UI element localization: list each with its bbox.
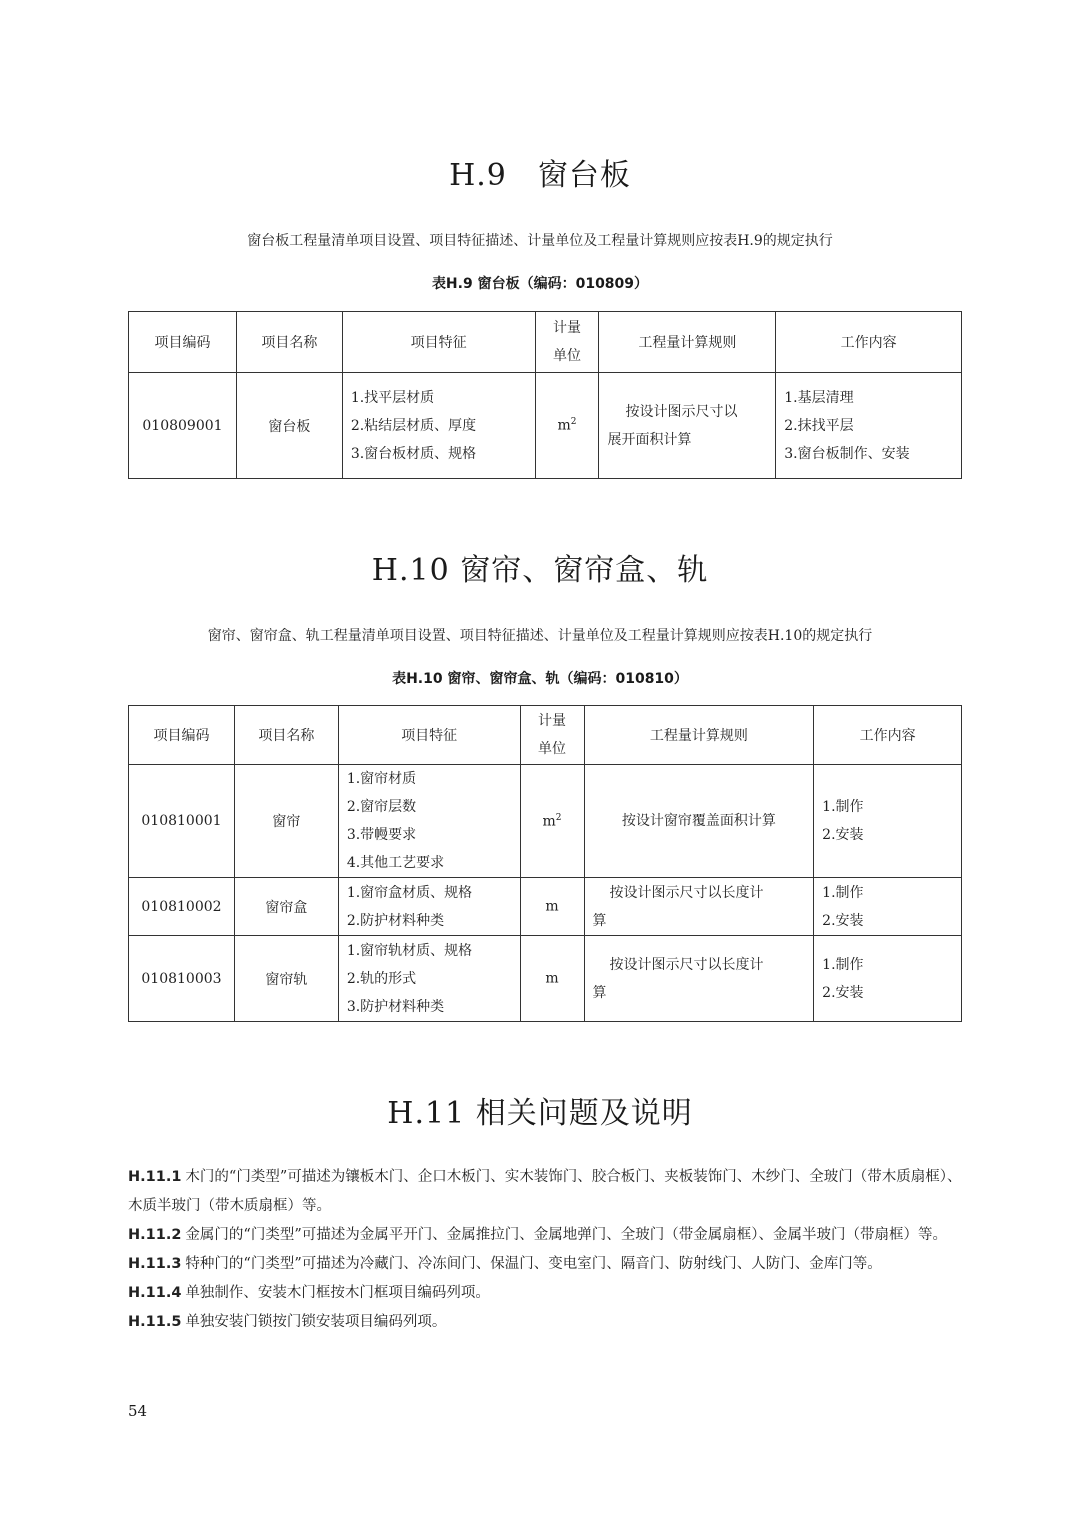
note-text: 特种门的“门类型”可描述为冷藏门、冷冻间门、保温门、变电室门、隔音门、防射线门、人防门、金库门等。 <box>185 1256 882 1272</box>
work-line: 2.安装 <box>822 912 864 929</box>
header-cell: 工作内容 <box>814 706 962 765</box>
feature-line: 3.带幔要求 <box>346 827 417 843</box>
item-unit: m <box>520 878 584 936</box>
note-text: 单独制作、安装木门框按木门框项目编码列项。 <box>185 1285 490 1301</box>
feature-line: 1.窗帘轨材质、规格 <box>346 942 473 959</box>
item-work <box>776 373 962 479</box>
note-number: H.11.5 <box>128 1314 182 1330</box>
item-rule <box>599 373 776 479</box>
header-cell: 计量 单位 <box>520 706 584 765</box>
feature-line: 1.窗帘盒材质、规格 <box>346 884 473 901</box>
note-number: H.11.2 <box>128 1227 182 1243</box>
work-line: 1.制作 <box>822 956 864 973</box>
feature-line: 2.防护材料种类 <box>346 912 445 929</box>
note-text: 金属门的“门类型”可描述为金属平开门、金属推拉门、金属地弹门、全玻门（带金属扇框）、金属半玻门（带扇框）等。 <box>185 1227 947 1243</box>
table-row <box>129 878 962 936</box>
feature-line: 4.其他工艺要求 <box>346 855 445 871</box>
item-work <box>814 878 962 936</box>
header-cell: 项目特征 <box>338 706 520 765</box>
feature-line: 2.粘结层材质、厚度 <box>350 417 477 434</box>
section-title-h9: H.9 窗台板 <box>449 158 631 193</box>
item-rule <box>584 765 814 878</box>
section-title-h10: H.10 窗帘、窗帘盒、轨 <box>371 553 709 588</box>
feature-line: 1.窗帘材质 <box>346 771 417 787</box>
notes-list <box>128 1163 964 1337</box>
header-cell: 项目编码 <box>129 706 235 765</box>
feature-line: 3.防护材料种类 <box>346 998 445 1015</box>
item-rule <box>584 936 814 1022</box>
page-number: 54 <box>128 1402 148 1420</box>
header-cell: 项目名称 <box>234 706 338 765</box>
work-line: 2.安装 <box>822 984 864 1001</box>
rule-line: 展开面积计算 <box>607 431 692 448</box>
rule-line: 按设计窗帘覆盖面积计算 <box>621 813 776 829</box>
item-name: 窗帘盒 <box>234 878 338 936</box>
section-intro-h9: 窗台板工程量清单项目设置、项目特征描述、计量单位及工程量计算规则应按表H.9的规定执行 <box>247 233 833 249</box>
section-intro-h10: 窗帘、窗帘盒、轨工程量清单项目设置、项目特征描述、计量单位及工程量计算规则应按表H.10的规定执行 <box>207 628 873 644</box>
item-code: 010810002 <box>129 878 235 936</box>
item-work <box>814 765 962 878</box>
rule-line: 按设计图示尺寸以长度计 <box>609 956 764 973</box>
feature-line: 3.窗台板材质、规格 <box>350 445 477 462</box>
item-name: 窗台板 <box>236 373 342 479</box>
item-features <box>338 878 520 936</box>
header-cell: 工程量计算规则 <box>599 312 776 373</box>
work-line: 1.制作 <box>822 799 864 815</box>
note-text: 单独安装门锁按门锁安装项目编码列项。 <box>185 1314 447 1330</box>
item-features <box>338 936 520 1022</box>
table-h10 <box>128 705 962 1022</box>
item-features <box>338 765 520 878</box>
header-cell: 项目名称 <box>236 312 342 373</box>
feature-line: 1.找平层材质 <box>350 389 435 406</box>
item-unit: $m^2$ <box>520 765 584 878</box>
work-line: 1.基层清理 <box>784 389 854 406</box>
item-code: 010809001 <box>129 373 237 479</box>
note-text: 木门的“门类型”可描述为镶板木门、企口木板门、实木装饰门、胶合板门、夹板装饰门、木纱门、全玻门（带木质扇框）、木质半玻门（带木质扇框）等。 <box>128 1169 962 1214</box>
table-row <box>129 936 962 1022</box>
header-cell: 项目编码 <box>129 312 237 373</box>
rule-line: 算 <box>592 912 607 929</box>
table-header-row <box>129 312 962 373</box>
table-caption-h10: 表H.10 窗帘、窗帘盒、轨（编码：010810） <box>392 671 688 687</box>
header-cell: 工程量计算规则 <box>584 706 814 765</box>
table-h9 <box>128 311 962 479</box>
note-number: H.11.1 <box>128 1169 182 1185</box>
note-item <box>128 1279 964 1308</box>
header-cell: 项目特征 <box>342 312 535 373</box>
note-item <box>128 1250 964 1279</box>
item-rule <box>584 878 814 936</box>
note-number: H.11.4 <box>128 1285 182 1301</box>
work-line: 1.制作 <box>822 884 864 901</box>
table-caption-h9: 表H.9 窗台板（编码：010809） <box>431 276 649 292</box>
work-line: 2.安装 <box>822 827 864 843</box>
feature-line: 2.窗帘层数 <box>346 799 417 815</box>
feature-line: 2.轨的形式 <box>346 970 417 987</box>
item-name: 窗帘轨 <box>234 936 338 1022</box>
table-row <box>129 373 962 479</box>
header-cell: 工作内容 <box>776 312 962 373</box>
item-name: 窗帘 <box>234 765 338 878</box>
note-item <box>128 1221 964 1250</box>
table-row <box>129 765 962 878</box>
note-item <box>128 1308 964 1337</box>
work-line: 2.抹找平层 <box>784 417 854 434</box>
section-title-h11: H.11 相关问题及说明 <box>387 1096 693 1131</box>
rule-line: 算 <box>592 984 607 1001</box>
table-header-row <box>129 706 962 765</box>
note-number: H.11.3 <box>128 1256 182 1272</box>
item-unit: m <box>520 936 584 1022</box>
header-cell: 计量 单位 <box>535 312 599 373</box>
work-line: 3.窗台板制作、安装 <box>784 445 910 462</box>
item-work <box>814 936 962 1022</box>
note-item <box>128 1163 964 1221</box>
rule-line: 按设计图示尺寸以长度计 <box>609 884 764 901</box>
rule-line: 按设计图示尺寸以 <box>625 403 738 420</box>
item-code: 010810001 <box>129 765 235 878</box>
item-code: 010810003 <box>129 936 235 1022</box>
item-unit: $m^2$ <box>535 373 599 479</box>
item-features <box>342 373 535 479</box>
